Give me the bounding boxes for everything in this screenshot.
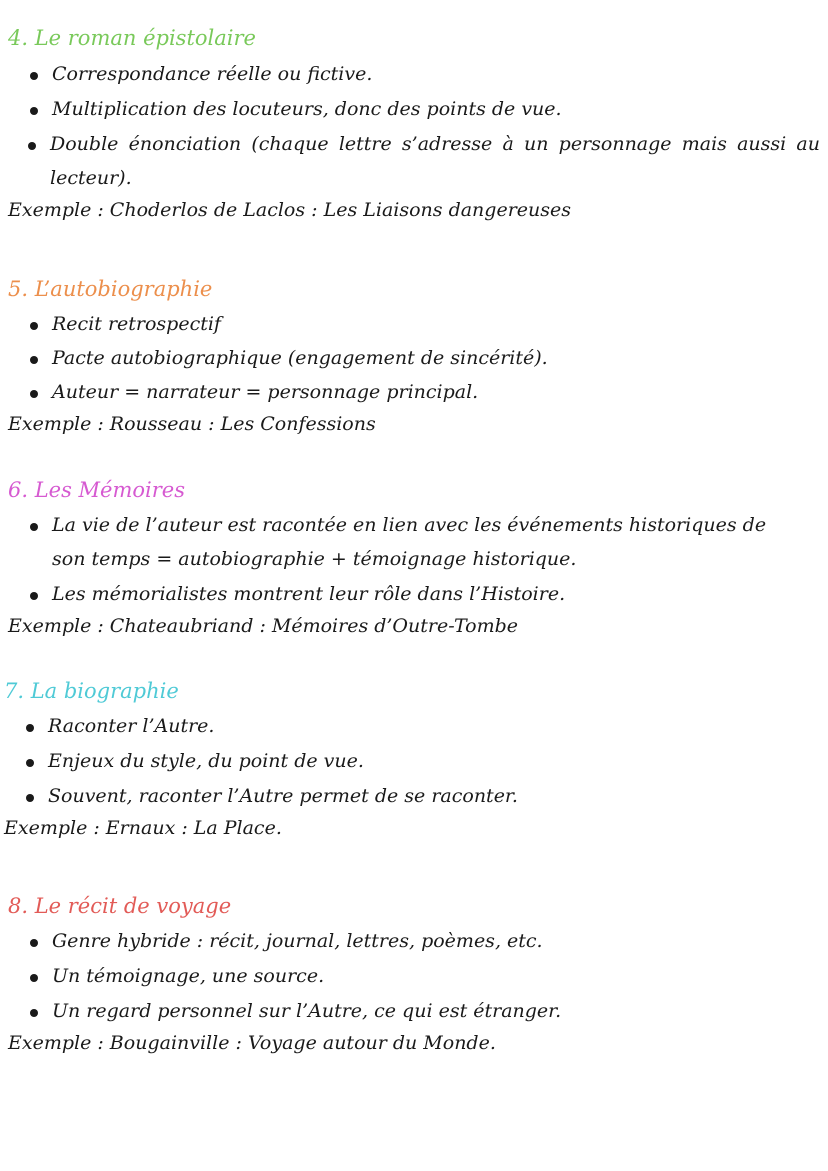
section-heading: 8. Le récit de voyage	[8, 894, 232, 918]
section-heading: 5. L’autobiographie	[8, 277, 213, 301]
example-line: Exemple : Bougainville : Voyage autour du Monde.	[8, 1032, 496, 1054]
list-item: Souvent, raconter l’Autre permet de se raconter.	[48, 779, 818, 813]
bullet-icon	[30, 107, 38, 115]
list-item: Recit retrospectif	[52, 307, 822, 341]
bullet-icon	[30, 974, 38, 982]
list-item: La vie de l’auteur est racontée en lien avec les événements historiques de son temps = autobiographie + témoignage historique.	[52, 508, 792, 576]
bullet-icon	[30, 939, 38, 947]
list-item: Correspondance réelle ou fictive.	[52, 57, 822, 91]
list-item: Enjeux du style, du point de vue.	[48, 744, 818, 778]
list-item: Raconter l’Autre.	[48, 709, 818, 743]
list-item: Auteur = narrateur = personnage principal.	[52, 375, 822, 409]
bullet-icon	[30, 1009, 38, 1017]
example-line: Exemple : Choderlos de Laclos : Les Liaisons dangereuses	[8, 199, 572, 221]
bullet-icon	[26, 759, 34, 767]
list-item: Genre hybride : récit, journal, lettres, poèmes, etc.	[52, 924, 822, 958]
bullet-icon	[26, 724, 34, 732]
section-heading: 7. La biographie	[4, 679, 179, 703]
bullet-icon	[30, 390, 38, 398]
bullet-icon	[30, 592, 38, 600]
example-line: Exemple : Rousseau : Les Confessions	[8, 413, 376, 435]
list-item: Un témoignage, une source.	[52, 959, 822, 993]
bullet-icon	[30, 356, 38, 364]
section-heading: 4. Le roman épistolaire	[8, 26, 256, 50]
bullet-icon	[30, 72, 38, 80]
bullet-icon	[30, 523, 38, 531]
list-item: Les mémorialistes montrent leur rôle dans l’Histoire.	[52, 577, 822, 611]
list-item: Double énonciation (chaque lettre s’adresse à un personnage mais aussi au lecteur).	[50, 127, 820, 195]
section-heading: 6. Les Mémoires	[8, 478, 185, 502]
list-item: Multiplication des locuteurs, donc des points de vue.	[52, 92, 822, 126]
example-line: Exemple : Chateaubriand : Mémoires d’Outre-Tombe	[8, 615, 519, 637]
example-line: Exemple : Ernaux : La Place.	[4, 817, 282, 839]
bullet-icon	[30, 322, 38, 330]
list-item: Pacte autobiographique (engagement de sincérité).	[52, 341, 822, 375]
list-item: Un regard personnel sur l’Autre, ce qui est étranger.	[52, 994, 822, 1028]
bullet-icon	[28, 142, 36, 150]
bullet-icon	[26, 794, 34, 802]
